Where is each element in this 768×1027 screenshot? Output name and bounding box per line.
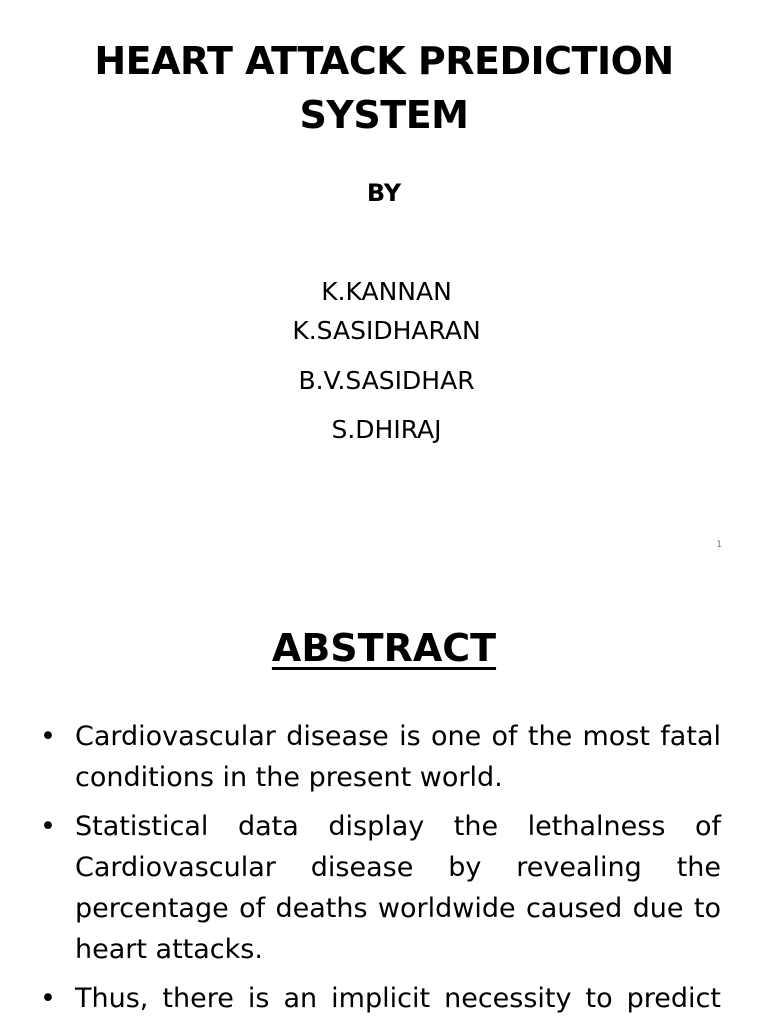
slide-page-number: 1 [716,540,722,550]
bullet-icon: • [40,983,56,1014]
bullet-icon: • [40,811,56,842]
bullet-item [40,716,721,798]
abstract-slide [0,576,768,1024]
abstract-heading: ABSTRACT [271,626,497,670]
bullet-text: Thus, there is an implicit necessity to predict [75,983,721,1014]
bullet-text: Statistical data display the lethalness of Cardiovascular disease by revealing the percentage of deaths worldwide caused due to heart attacks. [75,811,721,965]
bullet-icon: • [40,721,56,752]
slide-title-line-1: HEART ATTACK PREDICTION [94,39,674,83]
author-name: K.KANNAN [321,277,452,306]
bullet-item [40,978,721,1019]
bullet-item [40,806,721,970]
bullet-text: Cardiovascular disease is one of the most fatal conditions in the present world. [75,721,721,793]
author-name: B.V.SASIDHAR [298,366,475,395]
author-name: S.DHIRAJ [331,415,442,444]
abstract-bullet-list [40,716,721,1027]
by-label: BY [366,179,402,207]
author-name: K.SASIDHARAN [292,316,481,345]
slide-title-line-2: SYSTEM [299,93,469,137]
slide-title [60,34,708,142]
